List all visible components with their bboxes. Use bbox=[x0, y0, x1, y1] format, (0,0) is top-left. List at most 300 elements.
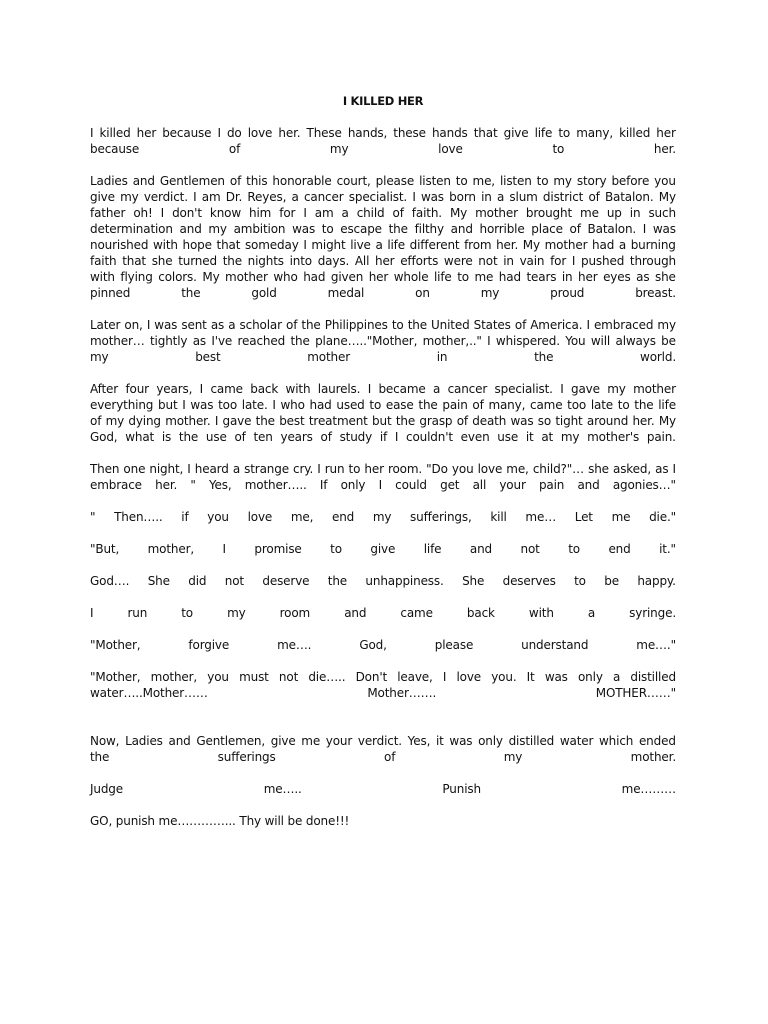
text-line bbox=[90, 749, 676, 765]
word: listen bbox=[499, 174, 532, 188]
word: late. bbox=[241, 398, 268, 412]
word: place bbox=[531, 222, 563, 236]
word: best bbox=[195, 350, 221, 364]
word: get bbox=[440, 478, 460, 492]
word: Don't bbox=[355, 670, 388, 684]
word: I bbox=[571, 254, 576, 268]
word: her bbox=[364, 462, 384, 476]
word: to bbox=[574, 574, 586, 588]
word: a bbox=[612, 670, 621, 684]
word: hands bbox=[431, 126, 468, 140]
word: All bbox=[354, 254, 370, 268]
word: embraced bbox=[593, 318, 654, 332]
word: on bbox=[415, 286, 430, 300]
word: I bbox=[160, 206, 165, 220]
word: If bbox=[319, 478, 328, 492]
paragraph bbox=[90, 509, 676, 525]
word: a bbox=[587, 606, 596, 620]
text-line bbox=[90, 237, 676, 253]
word: came bbox=[210, 382, 243, 396]
word: the bbox=[301, 318, 321, 332]
word: must bbox=[239, 670, 269, 684]
word: United bbox=[431, 318, 470, 332]
word: on, bbox=[124, 318, 143, 332]
word: back bbox=[466, 606, 495, 620]
word: I bbox=[90, 126, 94, 140]
word: who bbox=[280, 398, 305, 412]
word: the bbox=[90, 750, 110, 764]
word: one bbox=[123, 462, 146, 476]
text-line bbox=[90, 381, 676, 397]
word: me…. bbox=[277, 638, 312, 652]
word: cancer bbox=[447, 382, 488, 396]
word: life bbox=[658, 398, 676, 412]
word: of bbox=[234, 430, 246, 444]
text-line bbox=[90, 413, 676, 429]
text-line bbox=[90, 573, 676, 589]
word: my bbox=[480, 286, 500, 300]
word: these bbox=[393, 126, 426, 140]
word: because bbox=[90, 142, 140, 156]
word: I bbox=[187, 462, 191, 476]
word: I bbox=[367, 382, 372, 396]
word: night, bbox=[149, 462, 184, 476]
word: the bbox=[634, 398, 654, 412]
text-line bbox=[90, 605, 676, 621]
word: determination bbox=[90, 222, 173, 236]
word: Judge bbox=[90, 782, 124, 796]
text-line bbox=[90, 221, 676, 237]
word: MOTHER……" bbox=[595, 686, 676, 700]
word: used bbox=[336, 398, 365, 412]
word: through bbox=[629, 254, 676, 268]
word: I bbox=[217, 126, 221, 140]
word: love bbox=[438, 142, 463, 156]
word: my bbox=[560, 430, 580, 444]
word: someday bbox=[244, 238, 299, 252]
word: me, bbox=[472, 174, 495, 188]
word: verdict. bbox=[357, 734, 402, 748]
word: her bbox=[136, 126, 157, 140]
word: had bbox=[592, 238, 615, 252]
word: to bbox=[391, 318, 404, 332]
word: sufferings bbox=[217, 750, 276, 764]
word: of bbox=[588, 190, 600, 204]
word: My bbox=[522, 238, 540, 252]
word: four bbox=[125, 382, 149, 396]
word: for bbox=[550, 254, 567, 268]
word: not bbox=[224, 574, 244, 588]
word: the bbox=[181, 286, 201, 300]
word: me bbox=[474, 270, 494, 284]
paragraph bbox=[90, 173, 676, 301]
word: love bbox=[456, 670, 482, 684]
word: asked, bbox=[612, 462, 652, 476]
word: room bbox=[279, 606, 311, 620]
word: child?"… bbox=[532, 462, 584, 476]
word: days. bbox=[317, 254, 350, 268]
word: God, bbox=[359, 638, 387, 652]
word: a bbox=[291, 190, 299, 204]
word: so bbox=[537, 414, 552, 428]
word: of bbox=[286, 318, 298, 332]
word: filthy bbox=[414, 222, 444, 236]
word: pain bbox=[538, 478, 565, 492]
word: am bbox=[314, 206, 334, 220]
word: I bbox=[146, 318, 151, 332]
word: I bbox=[317, 462, 321, 476]
word: to bbox=[321, 222, 334, 236]
word: her. bbox=[278, 126, 301, 140]
word: of bbox=[514, 318, 527, 332]
word: into bbox=[289, 254, 312, 268]
word: many, bbox=[488, 398, 526, 412]
word: Then bbox=[90, 462, 120, 476]
word: Let bbox=[574, 510, 593, 524]
word: child bbox=[356, 206, 385, 220]
word: study bbox=[339, 430, 373, 444]
word: mother bbox=[307, 350, 351, 364]
word: might bbox=[311, 238, 346, 252]
word: my bbox=[503, 750, 523, 764]
word: the bbox=[395, 414, 416, 428]
paragraph bbox=[90, 637, 676, 653]
word: the bbox=[327, 574, 348, 588]
word: all bbox=[472, 478, 487, 492]
word: States bbox=[473, 318, 511, 332]
word: specialist. bbox=[348, 190, 408, 204]
word: the bbox=[255, 414, 275, 428]
word: only bbox=[340, 478, 366, 492]
word: and bbox=[132, 174, 155, 188]
word: ten bbox=[253, 430, 273, 444]
text-line bbox=[90, 253, 676, 269]
word: water…..Mother…… bbox=[90, 686, 208, 700]
text-line bbox=[90, 141, 676, 157]
text-line bbox=[90, 205, 676, 221]
word: I bbox=[487, 334, 491, 348]
document-page bbox=[90, 93, 676, 845]
word: death bbox=[472, 414, 507, 428]
word: was bbox=[190, 398, 214, 412]
word: him bbox=[249, 206, 272, 220]
word: die….. bbox=[308, 670, 346, 684]
word: I bbox=[672, 462, 676, 476]
word: love bbox=[477, 462, 503, 476]
word: cancer bbox=[303, 190, 344, 204]
document-title: I KILLED HER bbox=[342, 94, 424, 108]
word: America. bbox=[530, 318, 583, 332]
paragraph bbox=[90, 381, 676, 445]
word: with bbox=[90, 270, 115, 284]
word: pushed bbox=[580, 254, 625, 268]
word: scholar bbox=[239, 318, 282, 332]
word: of bbox=[320, 430, 332, 444]
word: I bbox=[182, 398, 186, 412]
word: not bbox=[520, 542, 540, 556]
word: heard bbox=[194, 462, 229, 476]
word: not bbox=[278, 670, 299, 684]
word: as bbox=[192, 334, 207, 348]
word: Philippines bbox=[324, 318, 388, 332]
word: always bbox=[615, 334, 656, 348]
word: did bbox=[188, 574, 207, 588]
word: my bbox=[90, 350, 109, 364]
word: because bbox=[162, 126, 212, 140]
word: "Do bbox=[426, 462, 448, 476]
word: mother… bbox=[90, 334, 145, 348]
word: know bbox=[209, 206, 242, 220]
word: a bbox=[496, 190, 505, 204]
word: Yes, bbox=[407, 734, 431, 748]
word: in bbox=[503, 254, 514, 268]
word: hands, bbox=[347, 126, 388, 140]
word: back bbox=[250, 382, 279, 396]
word: before bbox=[611, 174, 650, 188]
word: only bbox=[478, 734, 503, 748]
word: world. bbox=[640, 350, 676, 364]
word: you bbox=[207, 510, 229, 524]
word: of bbox=[229, 174, 242, 188]
word: of bbox=[392, 206, 404, 220]
word: district bbox=[542, 190, 584, 204]
word: the bbox=[388, 222, 408, 236]
word: give bbox=[503, 126, 529, 140]
word: her bbox=[578, 270, 598, 284]
paragraph bbox=[90, 461, 676, 493]
word: gave bbox=[570, 382, 600, 396]
text-line bbox=[90, 333, 676, 349]
word: die." bbox=[649, 510, 676, 524]
word: God, bbox=[90, 430, 118, 444]
text-line bbox=[90, 189, 676, 205]
word: vain bbox=[519, 254, 545, 268]
word: my bbox=[120, 190, 139, 204]
word: life bbox=[433, 270, 452, 284]
word: These bbox=[306, 126, 342, 140]
word: Reyes, bbox=[247, 190, 287, 204]
word: listen bbox=[419, 174, 451, 188]
paragraph-gap bbox=[90, 717, 676, 733]
word: ended bbox=[638, 734, 676, 748]
word: I bbox=[560, 382, 564, 396]
word: my bbox=[657, 318, 676, 332]
word: mother, bbox=[147, 542, 195, 556]
paragraph bbox=[90, 733, 676, 765]
word: is bbox=[161, 430, 172, 444]
word: killed bbox=[619, 126, 651, 140]
text-line-content: GO, punish me…………... Thy will be done!!! bbox=[90, 814, 350, 828]
word: couldn't bbox=[406, 430, 453, 444]
word: your bbox=[499, 478, 526, 492]
word: I've bbox=[211, 334, 233, 348]
word: late bbox=[590, 398, 614, 412]
word: I bbox=[193, 190, 197, 204]
word: gave bbox=[222, 414, 252, 428]
word: my bbox=[372, 510, 392, 524]
word: do bbox=[226, 126, 242, 140]
word: tears bbox=[526, 270, 557, 284]
paragraph bbox=[90, 605, 676, 621]
word: her bbox=[368, 270, 389, 284]
word: of bbox=[90, 414, 102, 428]
word: forgive bbox=[188, 638, 230, 652]
word: escape bbox=[340, 222, 382, 236]
word: water bbox=[559, 734, 594, 748]
word: for bbox=[279, 206, 296, 220]
word: me bbox=[301, 734, 321, 748]
word: ease bbox=[385, 398, 414, 412]
word: she bbox=[654, 270, 676, 284]
word: live bbox=[350, 238, 371, 252]
word: me, bbox=[506, 462, 529, 476]
word: mother, bbox=[150, 670, 198, 684]
word: in bbox=[481, 190, 492, 204]
word: mother….. bbox=[244, 478, 307, 492]
word: eyes bbox=[603, 270, 631, 284]
word: Gentlemen, bbox=[196, 734, 266, 748]
word: honorable bbox=[272, 174, 332, 188]
word: specialist. bbox=[494, 382, 553, 396]
word: use bbox=[497, 430, 519, 444]
word: life bbox=[387, 238, 405, 252]
word: and bbox=[179, 222, 202, 236]
word: distilled bbox=[508, 734, 555, 748]
word: around bbox=[586, 414, 629, 428]
word: the bbox=[407, 318, 427, 332]
text-line bbox=[90, 733, 676, 749]
word: Punish bbox=[442, 782, 481, 796]
word: My bbox=[202, 270, 220, 284]
word: She bbox=[462, 574, 485, 588]
word: my bbox=[607, 382, 626, 396]
word: came bbox=[400, 606, 433, 620]
word: happy. bbox=[637, 574, 676, 588]
word: hope bbox=[182, 238, 212, 252]
word: father bbox=[90, 206, 126, 220]
word: me… bbox=[525, 510, 557, 524]
word: her. bbox=[632, 414, 655, 428]
word: sufferings, bbox=[410, 510, 472, 524]
word: I bbox=[586, 318, 590, 332]
word: my bbox=[553, 174, 572, 188]
word: Batalon. bbox=[604, 190, 654, 204]
word: mother. bbox=[630, 750, 676, 764]
word: the bbox=[534, 350, 554, 364]
word: the bbox=[290, 334, 310, 348]
word: you bbox=[451, 462, 474, 476]
word: deserves bbox=[502, 574, 556, 588]
word: I bbox=[214, 414, 219, 428]
word: you. bbox=[491, 670, 517, 684]
word: with bbox=[285, 382, 311, 396]
word: I bbox=[199, 382, 204, 396]
word: understand bbox=[521, 638, 589, 652]
word: My bbox=[449, 206, 468, 220]
word: and bbox=[168, 734, 191, 748]
word: it bbox=[525, 430, 534, 444]
word: that bbox=[216, 238, 241, 252]
word: brought bbox=[525, 206, 573, 220]
word: Now, bbox=[90, 734, 120, 748]
word: plane….."Mother, bbox=[315, 334, 418, 348]
word: mother's bbox=[587, 430, 640, 444]
word: my bbox=[105, 414, 125, 428]
word: sent bbox=[181, 318, 207, 332]
word: my bbox=[329, 142, 349, 156]
word: embrace bbox=[90, 478, 142, 492]
word: It bbox=[526, 670, 535, 684]
text-line bbox=[90, 173, 676, 189]
word: the bbox=[178, 430, 199, 444]
word: whispered. bbox=[495, 334, 560, 348]
word: mother,.." bbox=[422, 334, 482, 348]
paragraph bbox=[90, 125, 676, 157]
word: treatment bbox=[308, 414, 368, 428]
word: my bbox=[208, 222, 227, 236]
paragraph bbox=[90, 781, 676, 797]
word: nourished bbox=[90, 238, 149, 252]
word: if bbox=[181, 510, 189, 524]
word: a bbox=[375, 238, 383, 252]
word: to bbox=[330, 542, 342, 556]
word: to bbox=[455, 174, 468, 188]
word: leave, bbox=[397, 670, 433, 684]
word: life bbox=[423, 542, 442, 556]
word: if bbox=[379, 430, 388, 444]
word: mother bbox=[225, 270, 268, 284]
word: deserve bbox=[262, 574, 310, 588]
word: a bbox=[341, 206, 349, 220]
word: from bbox=[464, 238, 492, 252]
word: please bbox=[375, 174, 415, 188]
word: in bbox=[436, 350, 448, 364]
word: Later bbox=[90, 318, 121, 332]
word: She bbox=[147, 574, 170, 588]
word: I bbox=[378, 478, 382, 492]
word: too bbox=[567, 398, 587, 412]
word: story bbox=[576, 174, 607, 188]
word: her bbox=[656, 126, 676, 140]
word: was bbox=[449, 734, 473, 748]
word: me…." bbox=[636, 638, 676, 652]
text-line bbox=[90, 317, 676, 333]
text-line bbox=[90, 637, 676, 653]
word: I bbox=[394, 430, 399, 444]
word: this bbox=[246, 174, 268, 188]
word: slum bbox=[509, 190, 538, 204]
word: of bbox=[472, 398, 484, 412]
word: a bbox=[232, 462, 241, 476]
word: ambition bbox=[233, 222, 286, 236]
word: verdict. bbox=[143, 190, 188, 204]
word: best bbox=[279, 414, 305, 428]
word: a bbox=[618, 238, 627, 252]
word: years bbox=[280, 430, 313, 444]
word: to bbox=[536, 174, 549, 188]
word: agonies…" bbox=[612, 478, 676, 492]
word: with bbox=[528, 606, 554, 620]
word: and bbox=[469, 542, 493, 556]
word: only bbox=[577, 670, 603, 684]
word: pinned bbox=[90, 286, 131, 300]
word: " bbox=[190, 478, 196, 492]
word: who bbox=[273, 270, 298, 284]
word: me bbox=[580, 206, 599, 220]
word: Yes, bbox=[208, 478, 232, 492]
word: me bbox=[611, 510, 631, 524]
word: to bbox=[348, 462, 361, 476]
